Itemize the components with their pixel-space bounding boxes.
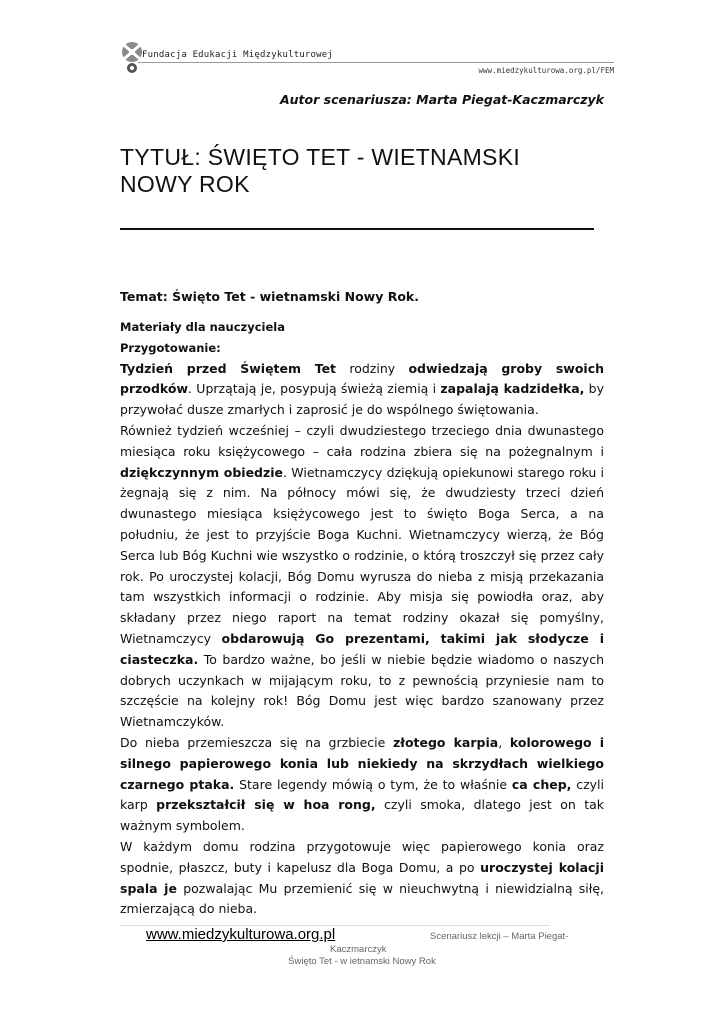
footer-website-link[interactable]: www.miedzykulturowa.org.pl xyxy=(146,926,336,943)
header-url[interactable]: www.miedzykulturowa.org.pl/FEM xyxy=(478,66,614,75)
document-header xyxy=(118,38,614,78)
preparation-label: Przygotowanie: xyxy=(120,340,221,355)
paragraph-carp: Do nieba przemieszcza się na grzbiecie złotego karpia, kolorowego i silnego papierowego konia lub niekiedy na skrzydłach wielkiego czarnego ptaka. Stare legendy mówią o tym, że to właśnie ca chep, czyli karp przekształcił się w hoa rong, czyli smoka, dlatego jest on tak ważnym symbolem. xyxy=(120,734,605,834)
footer-credit-continued: Kaczmarczyk xyxy=(330,944,387,955)
title-line-2: NOWY ROK xyxy=(120,171,250,197)
paragraph-graves: Tydzień przed Świętem Tet rodziny odwiedzają groby swoich przodków. Uprzątają je, posypują świeżą ziemią i zapalają kadzidełka, by przywołać dusze zmarłych i zaprosić je do wspólnego świętowania. xyxy=(120,360,605,418)
footer-credit: Scenariusz lekcji – Marta Piegat- xyxy=(430,931,569,942)
lesson-content xyxy=(120,317,604,920)
paragraph-burning: W każdym domu rodzina przygotowuje więc papierowego konia oraz spodnie, płaszcz, buty i kapelusz dla Boga Domu, a po uroczystej kolacji spala je pozwalając Mu przemienić się w nieuchwytną i niewidzialną siłę, zmierzającą do nieba. xyxy=(120,838,604,917)
footer-lesson-title: Święto Tet - w ietnamski Nowy Rok xyxy=(288,956,436,967)
author-line: Autor scenariusza: Marta Piegat-Kaczmarczyk xyxy=(279,92,604,107)
title-line-1: TYTUŁ: ŚWIĘTO TET - WIETNAMSKI xyxy=(120,144,521,170)
page-title xyxy=(120,144,604,198)
topic-heading: Temat: Święto Tet - wietnamski Nowy Rok. xyxy=(120,289,419,304)
materials-label: Materiały dla nauczyciela xyxy=(120,320,285,334)
title-underline xyxy=(120,228,594,230)
paragraph-house-god: Również tydzień wcześniej – czyli dwudziestego trzeciego dnia dwunastego miesiąca roku księżycowego – cała rodzina zbiera się na pożegnalnym i dziękczynnym obiedzie. Wietnamczycy dziękują opiekunowi starego roku i żegnają się z nim. Na północy mówi się, że dwudziesty trzeci dzień dwunastego miesiąca księżycowego jest to święto Boga Serca, a na południu, że jest to przyjście Boga Kuchni. Wietnamczycy wierzą, że Bóg Serca lub Bóg Kuchni wie wszystko o rodzinie, o którą troszczył się przez cały rok. Po uroczystej kolacji, Bóg Domu wyrusza do nieba z misją przekazania tam wszystkich informacji o rodzinie. Aby misja się powiodła oraz, aby składany przez niego raport na temat rodziny okazał się pomyślny, Wietnamczycy obdarowują Go prezentami, takimi jak słodycze i ciasteczka. To bardzo ważne, bo jeśli w niebie będzie wiadomo o naszych dobrych uczynkach w mijającym roku, to z pewnością przyniesie nam to szczęście na kolejny rok! Bóg Domu jest więc bardzo szanowany przez Wietnamczyków. xyxy=(120,422,604,730)
header-divider xyxy=(138,62,614,63)
foundation-brand-name: Fundacja Edukacji Międzykulturowej xyxy=(142,50,334,60)
